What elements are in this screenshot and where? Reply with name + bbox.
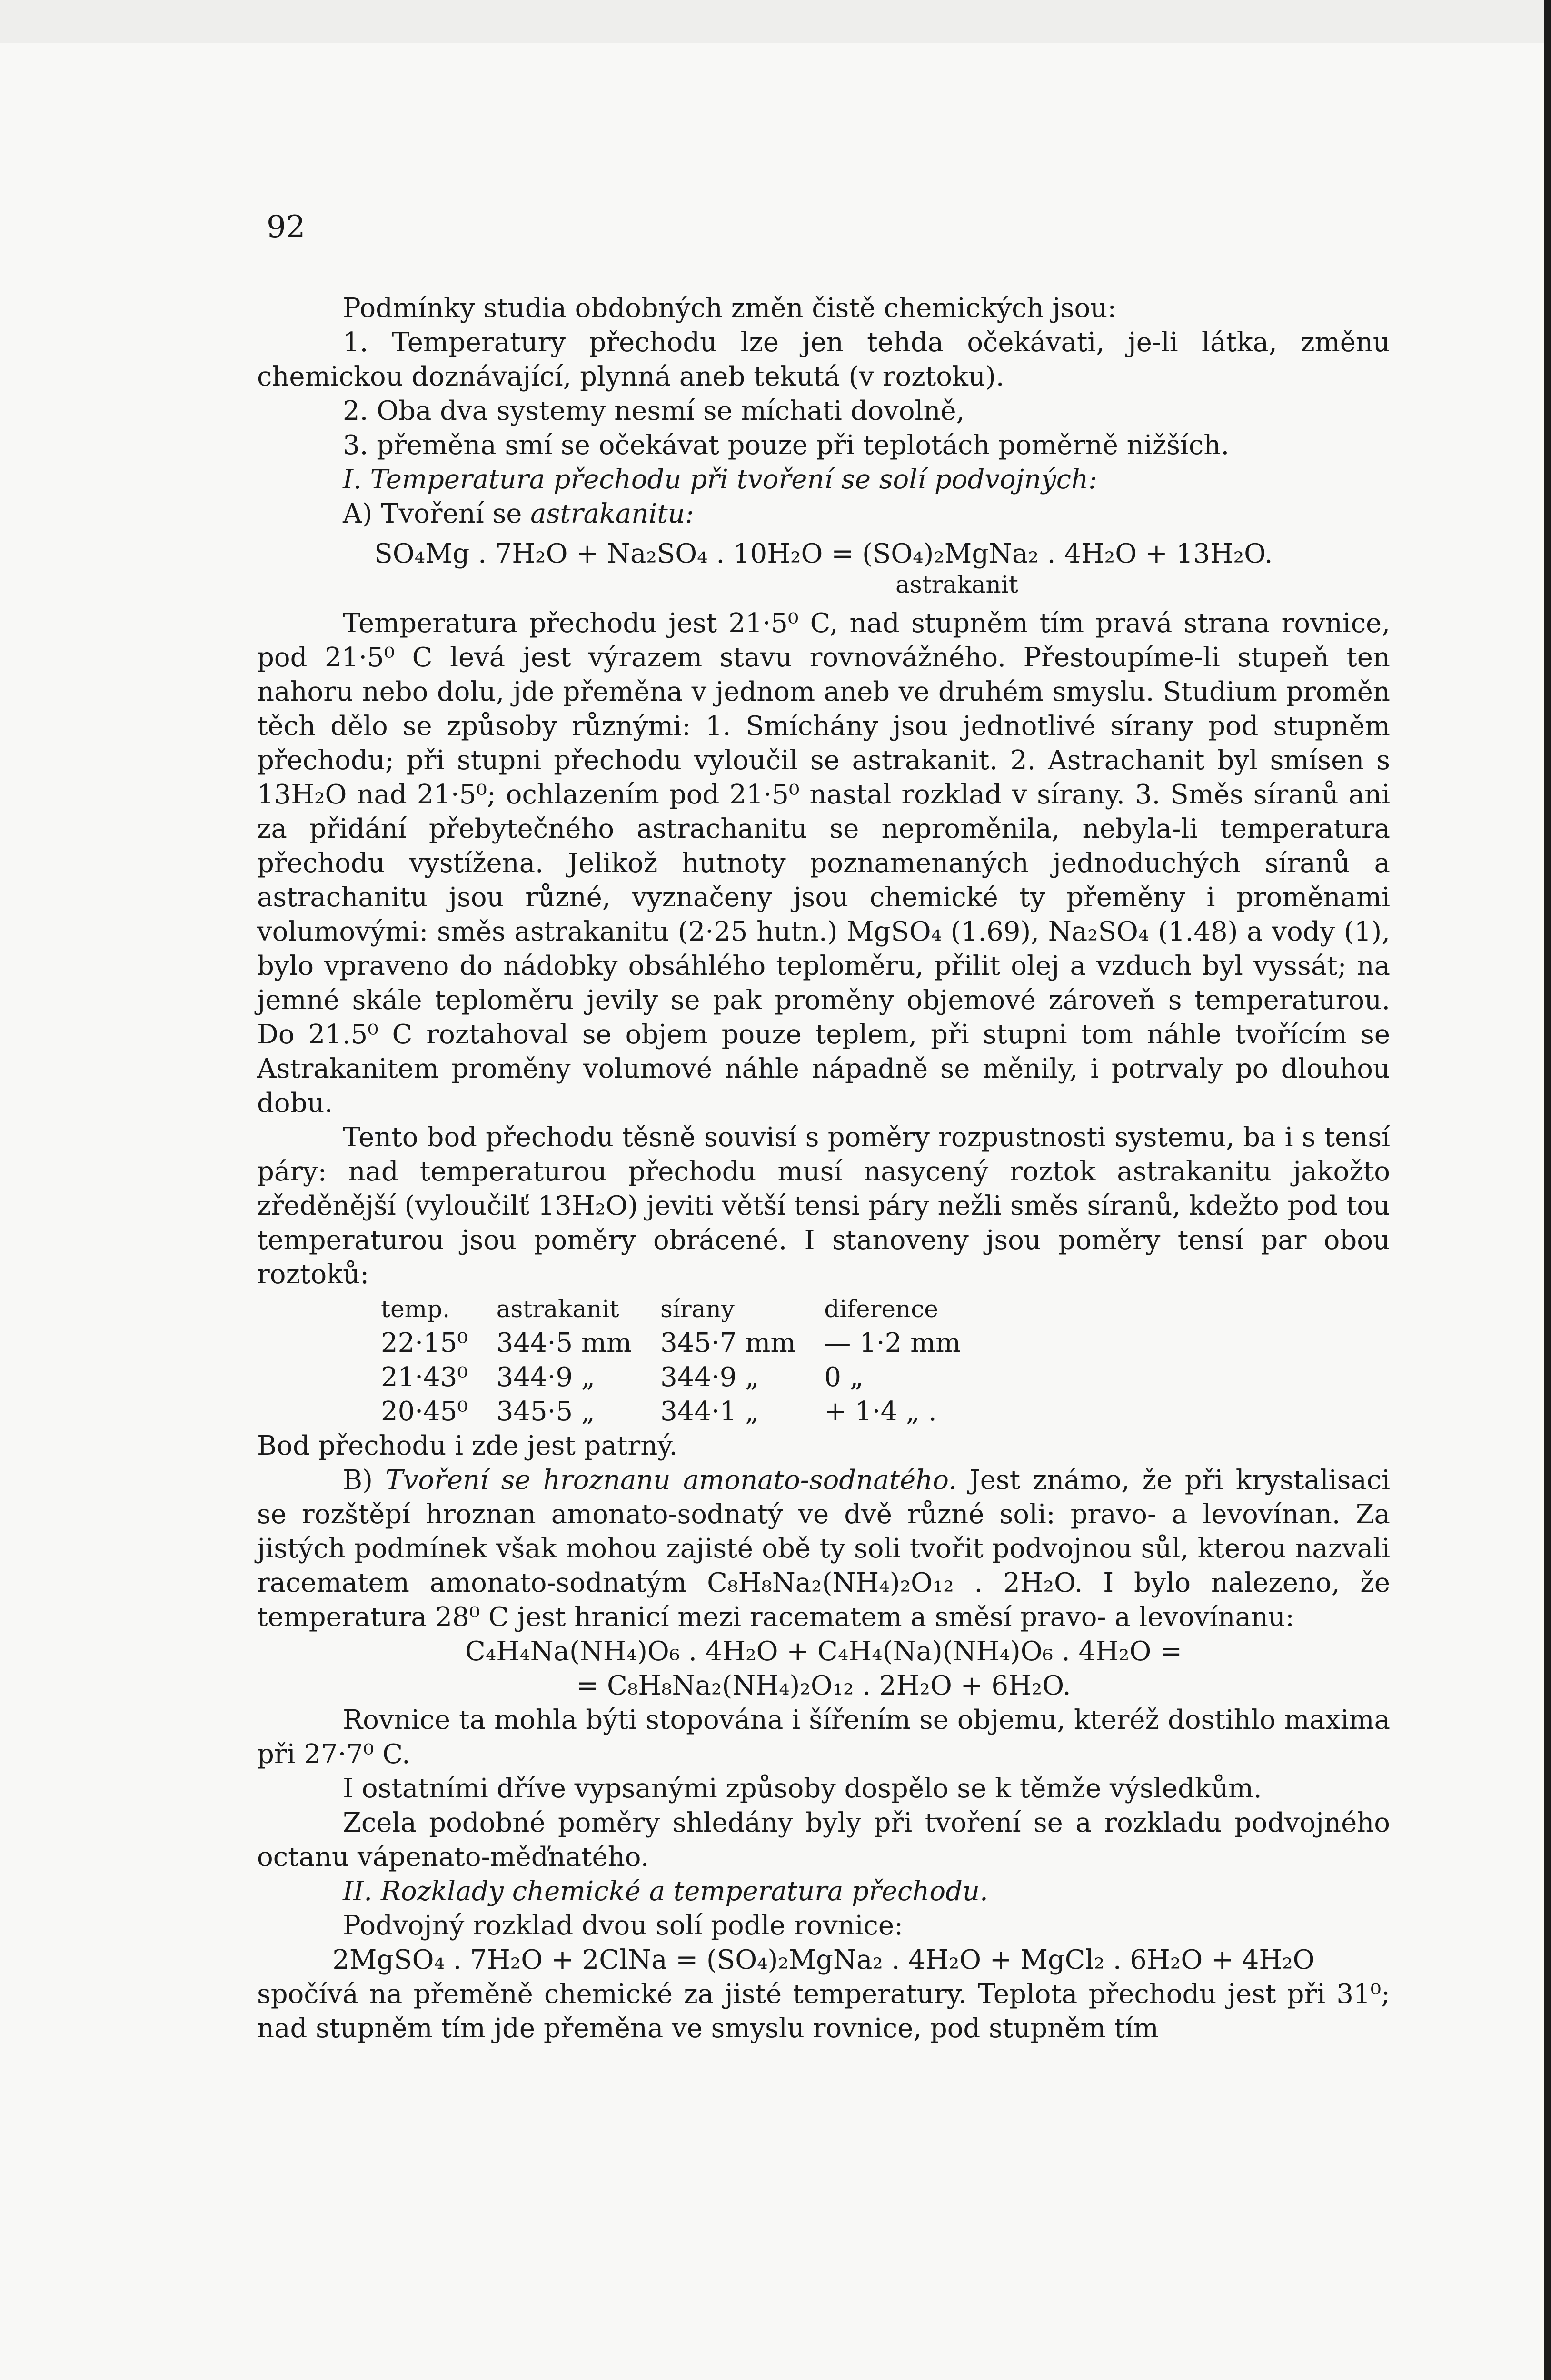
table-header: sírany bbox=[660, 1295, 735, 1323]
table-note: Bod přechodu i zde jest patrný. bbox=[257, 1430, 678, 1461]
table-cell: 344·5 mm bbox=[496, 1328, 632, 1359]
paragraph-3: Rovnice ta mohla býti stopována i šířením se objemu, kteréž dostihlo maxima při 27·7⁰ C. bbox=[257, 1705, 1390, 1770]
vapor-tension-table bbox=[381, 1292, 989, 1429]
table-cell: 20·45⁰ bbox=[381, 1396, 468, 1427]
table-cell: 344·9 „ bbox=[660, 1362, 759, 1393]
table-cell: 344·9 „ bbox=[496, 1362, 595, 1393]
table-cell: 345·7 mm bbox=[660, 1328, 796, 1359]
table-row bbox=[381, 1326, 989, 1360]
condition-3: 3. přeměna smí se očekávat pouze při teplotách poměrně nižších. bbox=[343, 430, 1230, 461]
table-cell: + 1·4 „ . bbox=[824, 1396, 937, 1427]
table-cell: 344·1 „ bbox=[660, 1396, 759, 1427]
condition-2: 2. Oba dva systemy nesmí se míchati dovolně, bbox=[343, 396, 965, 426]
equation-2-line-2: = C₈H₈Na₂(NH₄)₂O₁₂ . 2H₂O + 6H₂O. bbox=[576, 1670, 1071, 1701]
scan-right-edge bbox=[1544, 0, 1551, 2380]
page-body bbox=[257, 291, 1390, 2046]
table-header: diference bbox=[824, 1295, 938, 1323]
subsection-b: B) Tvoření se hroznanu amonato-sodnatého. Jest známo, že při krystalisaci se rozštěpí hroznan amonato-sodnatý ve dvě různé soli: pravo- a levovínan. Za jistých podmínek však mohou zajisté obě ty soli tvořit podvojnou sůl, kterou nazvali racematem amonato-sodnatým C₈H₈Na₂(NH₄)₂O₁₂ . 2H₂O. I bylo nalezeno, že temperatura 28⁰ C jest hranicí mezi racematem a směsí pravo- a levovínanu: bbox=[257, 1465, 1390, 1633]
paragraph-1: Temperatura přechodu jest 21·5⁰ C, nad stupněm tím pravá strana rovnice, pod 21·5⁰ C levá jest výrazem stavu rovnovážného. Přestoupíme-li stupeň ten nahoru nebo dolu, jde přeměna v jednom aneb ve druhém smyslu. Studium proměn těch dělo se způsoby různými: 1. Smíchány jsou jednotlivé sírany pod stupněm přechodu; při stupni přechodu vyloučil se astrakanit. 2. Astrachanit byl smísen s 13H₂O nad 21·5⁰; ochlazením pod 21·5⁰ nastal rozklad v sírany. 3. Směs síranů ani za přidání přebytečného astrachanitu se neproměnila, nebyla-li temperatura přechodu vystížena. Jelikož hutnoty poznamenaných jednoduchých síranů a astrachanitu jsou různé, vyznačeny jsou chemické ty přeměny i proměnami volumovými: směs astrakanitu (2·25 hutn.) MgSO₄ (1.69), Na₂SO₄ (1.48) a vody (1), bylo vpraveno do nádobky obsáhlého teploměru, přilit olej a vzduch byl vyssát; na jemné skále teploměru jevily se pak proměny objemové zároveň s temperaturou. Do 21.5⁰ C roztahoval se objem pouze teplem, při stupni tom náhle tvořícím se Astrakanitem proměny volumové náhle nápadně se měnily, i potrvaly po dlouhou dobu. bbox=[257, 608, 1390, 1119]
page-number: 92 bbox=[267, 209, 306, 245]
table-cell: 22·15⁰ bbox=[381, 1328, 468, 1359]
equation-1: SO₄Mg . 7H₂O + Na₂SO₄ . 10H₂O = (SO₄)₂MgNa₂ . 4H₂O + 13H₂O. bbox=[374, 538, 1273, 569]
section-2-title: II. Rozklady chemické a temperatura přechodu. bbox=[343, 1876, 988, 1907]
table-cell: 21·43⁰ bbox=[381, 1362, 468, 1393]
equation-2-line-1: C₄H₄Na(NH₄)O₆ . 4H₂O + C₄H₄(Na)(NH₄)O₆ . 4H₂O = bbox=[465, 1636, 1182, 1667]
paragraph-4: I ostatními dříve vypsanými způsoby dospělo se k těmže výsledkům. bbox=[343, 1773, 1262, 1804]
table-cell: — 1·2 mm bbox=[824, 1328, 961, 1359]
table-header: temp. bbox=[381, 1295, 450, 1323]
equation-3: 2MgSO₄ . 7H₂O + 2ClNa = (SO₄)₂MgNa₂ . 4H₂O + MgCl₂ . 6H₂O + 4H₂O bbox=[332, 1944, 1315, 1975]
table-row bbox=[381, 1395, 989, 1429]
paragraph-7: spočívá na přeměně chemické za jisté temperatury. Teplota přechodu jest při 31⁰; nad stupněm tím jde přeměna ve smyslu rovnice, pod stupněm tím bbox=[257, 1979, 1390, 2044]
scan-top-edge bbox=[0, 0, 1551, 43]
subsection-a-title: A) Tvoření se astrakanitu: bbox=[343, 498, 694, 529]
section-1-title: I. Temperatura přechodu při tvoření se solí podvojných: bbox=[343, 464, 1098, 495]
intro-line: Podmínky studia obdobných změn čistě chemických jsou: bbox=[343, 293, 1117, 324]
equation-1-label: astrakanit bbox=[895, 571, 1018, 598]
paragraph-2: Tento bod přechodu těsně souvisí s poměry rozpustnosti systemu, ba i s tensí páry: nad temperaturou přechodu musí nasycený roztok astrakanitu jakožto zředěnější (vyloučilť 13H₂O) jeviti větší tensi páry nežli směs síranů, kdežto pod tou temperaturou jsou poměry obrácené. I stanoveny jsou poměry tensí par obou roztoků: bbox=[257, 1122, 1390, 1290]
table-cell: 345·5 „ bbox=[496, 1396, 595, 1427]
paragraph-6: Podvojný rozklad dvou solí podle rovnice: bbox=[343, 1910, 903, 1941]
paragraph-5: Zcela podobné poměry shledány byly při tvoření se a rozkladu podvojného octanu vápenato-měďnatého. bbox=[257, 1807, 1390, 1873]
table-cell: 0 „ bbox=[824, 1362, 864, 1393]
table-header: astrakanit bbox=[496, 1295, 619, 1323]
table-header-row bbox=[381, 1292, 989, 1326]
condition-1: 1. Temperatury přechodu lze jen tehda očekávati, je-li látka, změnu chemickou doznávající, plynná aneb tekutá (v roztoku). bbox=[257, 327, 1390, 392]
table-row bbox=[381, 1360, 989, 1395]
